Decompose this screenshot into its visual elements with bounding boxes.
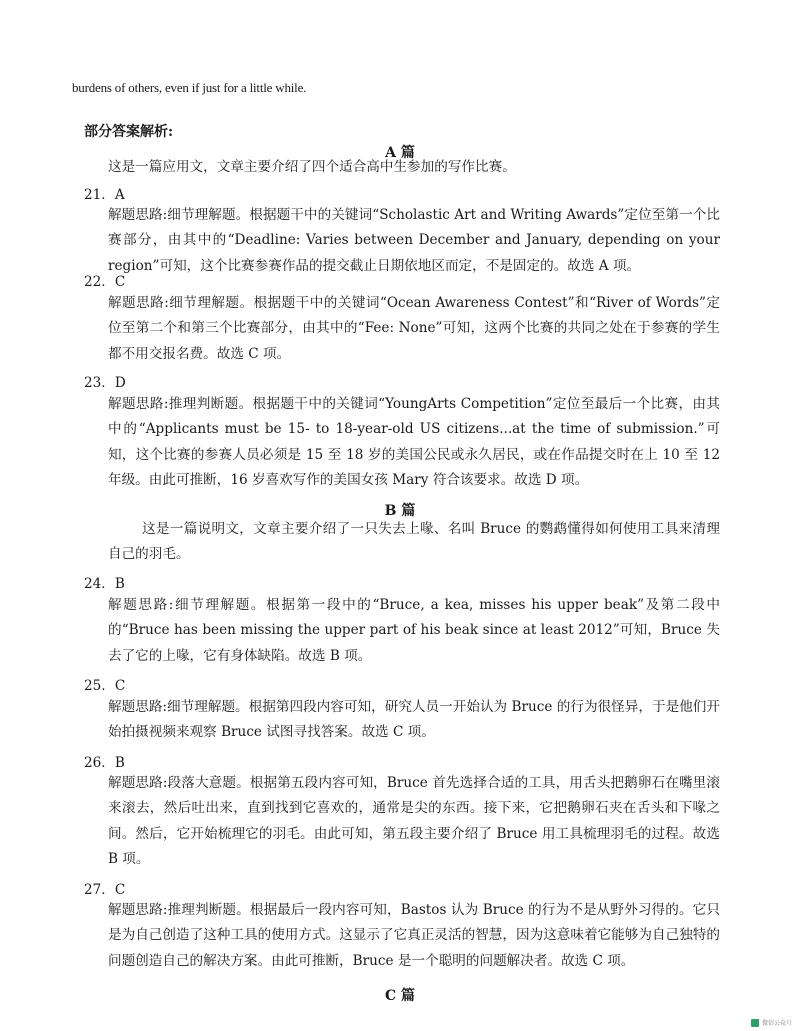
section-a-title: A 篇 [385,145,415,161]
section-c-title: C 篇 [384,988,416,1004]
answer-22-text: 解题思路:细节理解题。根据题干中的关键词“Ocean Awareness Contest”和“River of Words”定位至第二个和第三个比赛部分，由其中的“Fee: None”可知，这两个比赛的共同之处在于参赛的学生都不用交报名费。故选 C 项。 [108,295,720,362]
answer-23-number: 23．D [84,375,126,391]
section-b-title: B 篇 [384,503,416,519]
section-b-intro: 这是一篇说明文，文章主要介绍了一只失去上喙、名叫 Bruce 的鹦鹉懂得如何使用工具来清理自己的羽毛。 [108,521,720,563]
answer-21-number: 21．A [84,187,125,203]
answer-analysis-heading: 部分答案解析: [84,124,174,140]
answer-27-text: 解题思路:推理判断题。根据最后一段内容可知，Bastos 认为 Bruce 的行为不是从野外习得的。它只是为自己创造了这种工具的使用方式。这显示了它真正灵活的智慧，因为这意味着它能够为自己独特的问题创造自己的解决方案。由此可推断，Bruce 是一个聪明的问题解决者。故选 C 项。 [108,902,720,969]
answer-24-number: 24．B [84,576,125,592]
watermark-logo-icon [751,1019,759,1027]
answer-26-text: 解题思路:段落大意题。根据第五段内容可知，Bruce 首先选择合适的工具，用舌头把鹅卵石在嘴里滚来滚去，然后吐出来，直到找到它喜欢的，通常是尖的东西。接下来，它把鹅卵石夹在舌头和下喙之间。然后，它开始梳理它的羽毛。由此可知，第五段主要介绍了 Bruce 用工具梳理羽毛的过程。故选 B 项。 [108,775,720,868]
answer-22-number: 22．C [84,274,126,290]
lead-line: burdens of others, even if just for a little while. [72,80,307,95]
answer-26-number: 26．B [84,755,125,771]
answer-23-text: 解题思路:推理判断题。根据题干中的关键词“YoungArts Competition”定位至最后一个比赛，由其中的“Applicants must be 15- to 18-year-old US citizens...at the time of submission.”可知，这个比赛的参赛人员必须是 15 至 18 岁的美国公民或永久居民，或在作品提交时在上 10 至 12 年级。由此可推断，16 岁喜欢写作的美国女孩 Mary 符合该要求。故选 D 项。 [108,396,720,489]
answer-27-number: 27．C [84,882,126,898]
watermark [751,1018,792,1027]
section-a-intro: 这是一篇应用文，文章主要介绍了四个适合高中生参加的写作比赛。 [108,159,516,175]
answer-25-number: 25．C [84,678,126,694]
answer-25-text: 解题思路:细节理解题。根据第四段内容可知，研究人员一开始认为 Bruce 的行为很怪异，于是他们开始拍摄视频来观察 Bruce 试图寻找答案。故选 C 项。 [108,699,720,741]
answer-21-text: 解题思路:细节理解题。根据题干中的关键词“Scholastic Art and Writing Awards”定位至第一个比赛部分，由其中的“Deadline: Varies between December and January, depending on your region”可知，这个比赛参赛作品的提交截止日期依地区而定，不是固定的。故选 A 项。 [108,207,720,274]
watermark-text: 微信公众号 [761,1020,792,1027]
answer-24-text: 解题思路:细节理解题。根据第一段中的“Bruce, a kea, misses his upper beak”及第二段中的“Bruce has been missing the upper part of his beak since at least 2012”可知，Bruce 失去了它的上喙，它有身体缺陷。故选 B 项。 [108,597,720,664]
